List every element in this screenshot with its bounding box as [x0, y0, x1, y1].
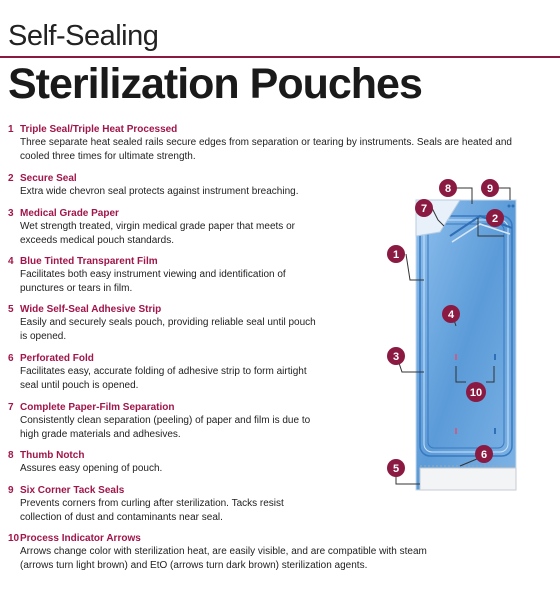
marker-6 — [475, 445, 493, 463]
process-indicator-arrow — [455, 428, 457, 434]
pouch-body — [416, 200, 516, 490]
feature-title: Secure Seal — [20, 173, 77, 184]
svg-text:1: 1 — [392, 249, 400, 261]
feature-description: Wet strength treated, virgin medical grade paper that meets or exceeds medical pouch standards. — [20, 221, 295, 246]
feature-description: Assures easy opening of pouch. — [20, 463, 163, 474]
feature-title: Perforated Fold — [20, 353, 94, 364]
feature-number: 8 — [8, 450, 14, 461]
tack-seal — [508, 205, 511, 208]
svg-text:6: 6 — [480, 449, 488, 461]
header-divider — [0, 56, 560, 58]
feature-title: Process Indicator Arrows — [20, 533, 141, 544]
marker-4 — [442, 305, 460, 323]
feature-title: Blue Tinted Transparent Film — [20, 256, 158, 267]
feature-title: Medical Grade Paper — [20, 208, 119, 219]
feature-number: 7 — [8, 402, 14, 413]
feature-item-1 — [8, 123, 523, 164]
process-indicator-arrow — [494, 428, 496, 434]
marker-3 — [387, 347, 405, 365]
svg-text:3: 3 — [392, 351, 400, 363]
feature-description: Extra wide chevron seal protects against instrument breaching. — [20, 186, 299, 197]
feature-number: 10 — [8, 533, 20, 544]
feature-title: Wide Self-Seal Adhesive Strip — [20, 304, 162, 315]
feature-description: Facilitates easy, accurate folding of adhesive strip to form airtight seal until pouch is opened. — [20, 366, 307, 391]
marker-5 — [387, 459, 405, 477]
feature-title: Triple Seal/Triple Heat Processed — [20, 124, 178, 135]
feature-number: 6 — [8, 353, 14, 364]
feature-number: 3 — [8, 208, 14, 219]
svg-text:5: 5 — [392, 463, 400, 475]
tack-seal — [512, 205, 515, 208]
marker-10 — [466, 382, 486, 402]
marker-8 — [439, 179, 457, 197]
marker-1 — [387, 245, 405, 263]
marker-7 — [415, 199, 433, 217]
feature-description: Three separate heat sealed rails secure edges from separation or tearing by instruments. Seals are heated and cooled three times for ultimate strength. — [20, 137, 512, 162]
process-indicator-arrow — [494, 354, 496, 360]
feature-item-10 — [8, 532, 523, 573]
svg-text:4: 4 — [447, 309, 455, 321]
svg-text:10: 10 — [469, 387, 483, 399]
feature-number: 1 — [8, 124, 14, 135]
svg-text:8: 8 — [444, 183, 452, 195]
feature-number: 5 — [8, 304, 14, 315]
page-title: Sterilization Pouches — [8, 60, 422, 108]
page-subtitle: Self-Sealing — [8, 20, 159, 52]
feature-number: 2 — [8, 173, 14, 184]
feature-description: Prevents corners from curling after sterilization. Tacks resist collection of dust and contaminants near seal. — [20, 498, 284, 523]
svg-text:9: 9 — [486, 183, 494, 195]
feature-description: Easily and securely seals pouch, providing reliable seal until pouch is opened. — [20, 317, 316, 342]
process-indicator-arrow — [455, 354, 457, 360]
feature-number: 4 — [8, 256, 14, 267]
svg-text:2: 2 — [491, 213, 499, 225]
adhesive-strip — [420, 468, 516, 490]
marker-2 — [486, 209, 504, 227]
feature-description: Consistently clean separation (peeling) of paper and film is due to high grade materials and adhesives. — [20, 415, 311, 440]
svg-text:7: 7 — [420, 203, 428, 215]
feature-description: Facilitates both easy instrument viewing and identification of punctures or tears in film. — [20, 269, 286, 294]
feature-description: Arrows change color with sterilization heat, are easily visible, and are compatible with steam (arrows turn light brown) and EtO (arrows turn dark brown) sterilization agents. — [20, 546, 427, 571]
pouch-diagram — [380, 176, 560, 496]
feature-title: Complete Paper-Film Separation — [20, 402, 175, 413]
feature-title: Thumb Notch — [20, 450, 85, 461]
marker-9 — [481, 179, 499, 197]
feature-title: Six Corner Tack Seals — [20, 485, 125, 496]
feature-number: 9 — [8, 485, 14, 496]
